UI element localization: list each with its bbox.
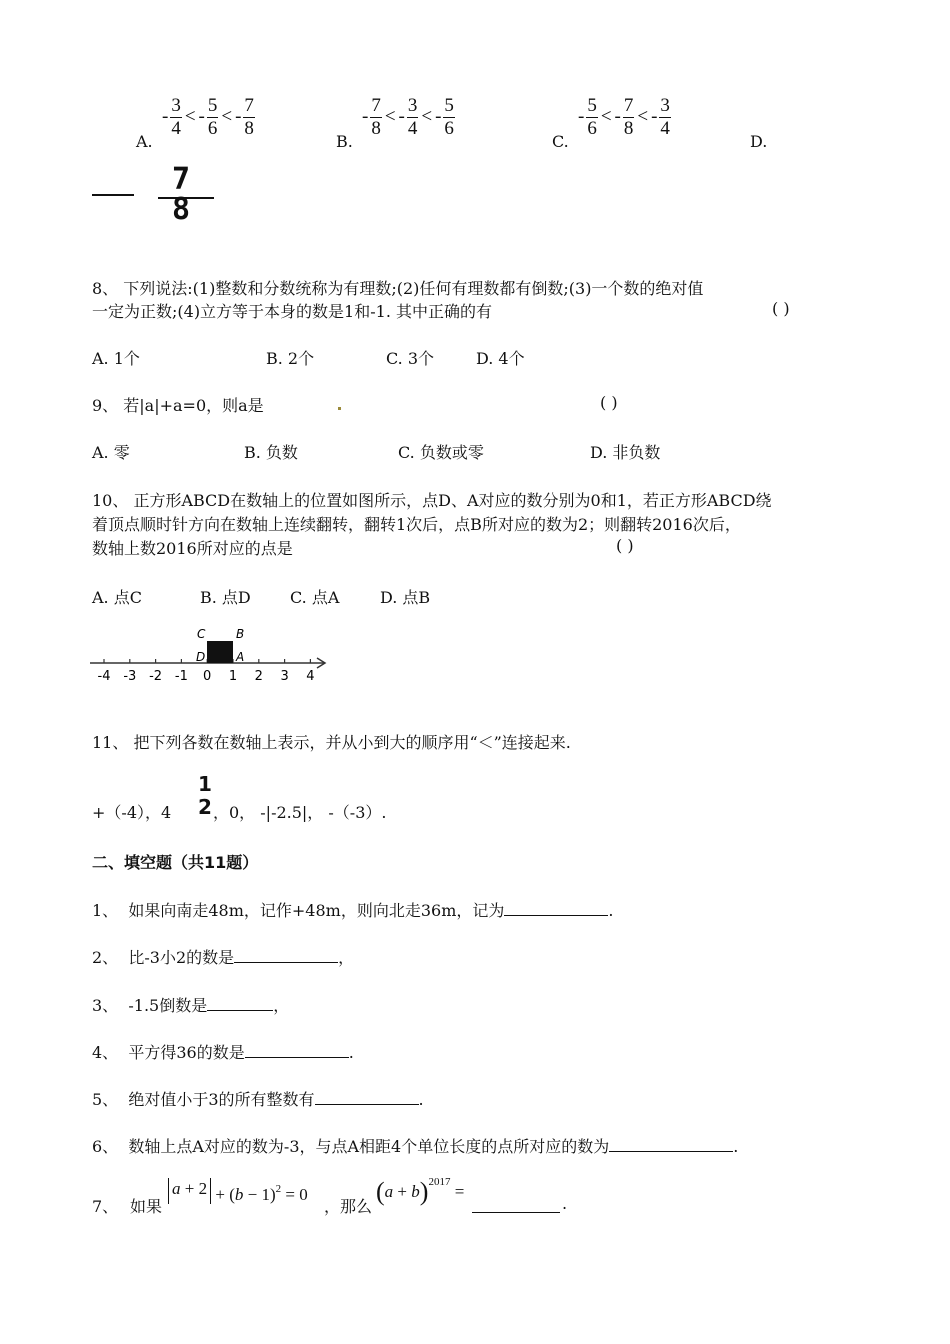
q7-option-d-fraction: [158, 162, 216, 227]
q10-line3: 数轴上数2016所对应的点是: [92, 539, 293, 558]
vertex-label-c: C: [197, 627, 206, 641]
q8-answer-paren[interactable]: ( ): [772, 299, 790, 318]
fraction-sequence: - $\frac{7}{8}$ < - $\frac{3}{4}$ < - $\frac{5}{6}$: [362, 95, 454, 139]
fraction-numerator: 7: [172, 162, 191, 197]
q8-option-c: C. 3个: [386, 349, 435, 368]
fill-item-3: 3、 -1.5倒数是 ，: [92, 992, 289, 1016]
q11-numbers-part1: +（-4），4: [92, 803, 172, 822]
q9-option-c: C. 负数或零: [398, 443, 484, 462]
q8-option-a: A. 1个: [92, 349, 140, 368]
fraction-denominator: 8: [172, 192, 191, 227]
tick-label: 2: [254, 669, 263, 684]
q8-option-b: B. 2个: [266, 349, 315, 368]
q7-option-d-dash: [92, 194, 134, 196]
fill-item-1: 1、 如果向南走48m，记作+48m，则向北走36m，记为 .: [92, 897, 613, 921]
fraction-sequence: - $\frac{5}{6}$ < - $\frac{7}{8}$ < - $\frac{3}{4}$: [578, 95, 670, 139]
fill-item-5: 5、 绝对值小于3的所有整数有 .: [92, 1086, 424, 1110]
q10-answer-paren[interactable]: ( ): [616, 536, 634, 555]
q8-line2: 一定为正数;(4)立方等于本身的数是1和-1. 其中正确的有: [92, 302, 492, 321]
option-letter: B.: [336, 132, 353, 151]
q7-option-d-letter: D.: [750, 132, 768, 151]
q10-option-c: C. 点A: [290, 588, 340, 607]
tick-label: 1: [228, 669, 238, 684]
answer-blank[interactable]: [245, 1039, 349, 1058]
tick-label: -3: [123, 669, 137, 684]
q10-option-d: D. 点B: [380, 588, 431, 607]
q10-number-line-figure: [86, 622, 336, 688]
answer-blank[interactable]: [609, 1133, 733, 1152]
answer-blank[interactable]: [234, 944, 338, 963]
tick-label: 0: [203, 669, 212, 684]
q9-option-a: A. 零: [92, 443, 130, 462]
q9-dot-mark: [338, 407, 341, 410]
answer-blank[interactable]: [472, 1194, 560, 1213]
answer-blank[interactable]: [315, 1086, 419, 1105]
q10-line2: 着顶点顺时针方向在数轴上连续翻转，翻转1次后，点B所对应的数为2；则翻转2016次后，: [92, 515, 741, 534]
q10-option-a: A. 点C: [92, 588, 142, 607]
tick-label: -2: [149, 669, 163, 684]
tick-label: 4: [306, 669, 315, 684]
q7-options-row: [0, 92, 950, 162]
fill-item-7: 7、 如果 $a + 2 + (b - 1)^2 = 0$ ，那么 $(a + b)^{2017}$ = .: [92, 1176, 568, 1216]
item7-equation: $a + 2 + (b - 1)^2 = 0$: [168, 1178, 308, 1206]
section2-heading: 二、填空题（共11题）: [92, 853, 259, 872]
q11-text: 11、 把下列各数在数轴上表示，并从小到大的顺序用“＜”连接起来.: [92, 733, 571, 752]
vertex-label-b: B: [236, 627, 245, 641]
q8-line1: 8、 下列说法:(1)整数和分数统称为有理数;(2)任何有理数都有倒数;(3)一个数的绝对值: [92, 279, 704, 298]
fill-item-4: 4、 平方得36的数是 .: [92, 1039, 354, 1063]
q11-mixed-fraction: 1 2: [198, 772, 212, 819]
q10-line1: 10、 正方形ABCD在数轴上的位置如图所示，点D、A对应的数分别为0和1，若正方形ABCD绕: [92, 491, 772, 510]
tick-label: 3: [280, 669, 289, 684]
option-letter: A.: [136, 132, 153, 151]
answer-blank[interactable]: [207, 992, 273, 1011]
q9-option-d: D. 非负数: [590, 443, 661, 462]
q9-option-b: B. 负数: [244, 443, 298, 462]
vertex-label-a: A: [236, 650, 245, 664]
q8-option-d: D. 4个: [476, 349, 525, 368]
vertex-label-d: D: [196, 650, 206, 664]
option-letter: C.: [552, 132, 569, 151]
tick-label: -1: [174, 669, 188, 684]
fill-item-6: 6、 数轴上点A对应的数为-3，与点A相距4个单位长度的点所对应的数为 .: [92, 1133, 738, 1157]
fraction-sequence: - $\frac{3}{4}$ < - $\frac{5}{6}$ < - $\frac{7}{8}$: [162, 95, 254, 139]
fill-item-2: 2、 比-3小2的数是 ，: [92, 944, 354, 968]
q9-answer-paren[interactable]: ( ): [600, 393, 618, 412]
answer-blank[interactable]: [504, 897, 608, 916]
tick-label: -4: [97, 669, 111, 684]
q10-option-b: B. 点D: [200, 588, 251, 607]
square-abcd: [207, 641, 233, 663]
q11-numbers-part2: ，0， -|-2.5|， -（-3）.: [213, 803, 387, 822]
item7-power: $(a + b)^{2017}$ =: [376, 1176, 465, 1206]
q9-text: 9、 若|a|+a=0，则a是: [92, 396, 264, 415]
